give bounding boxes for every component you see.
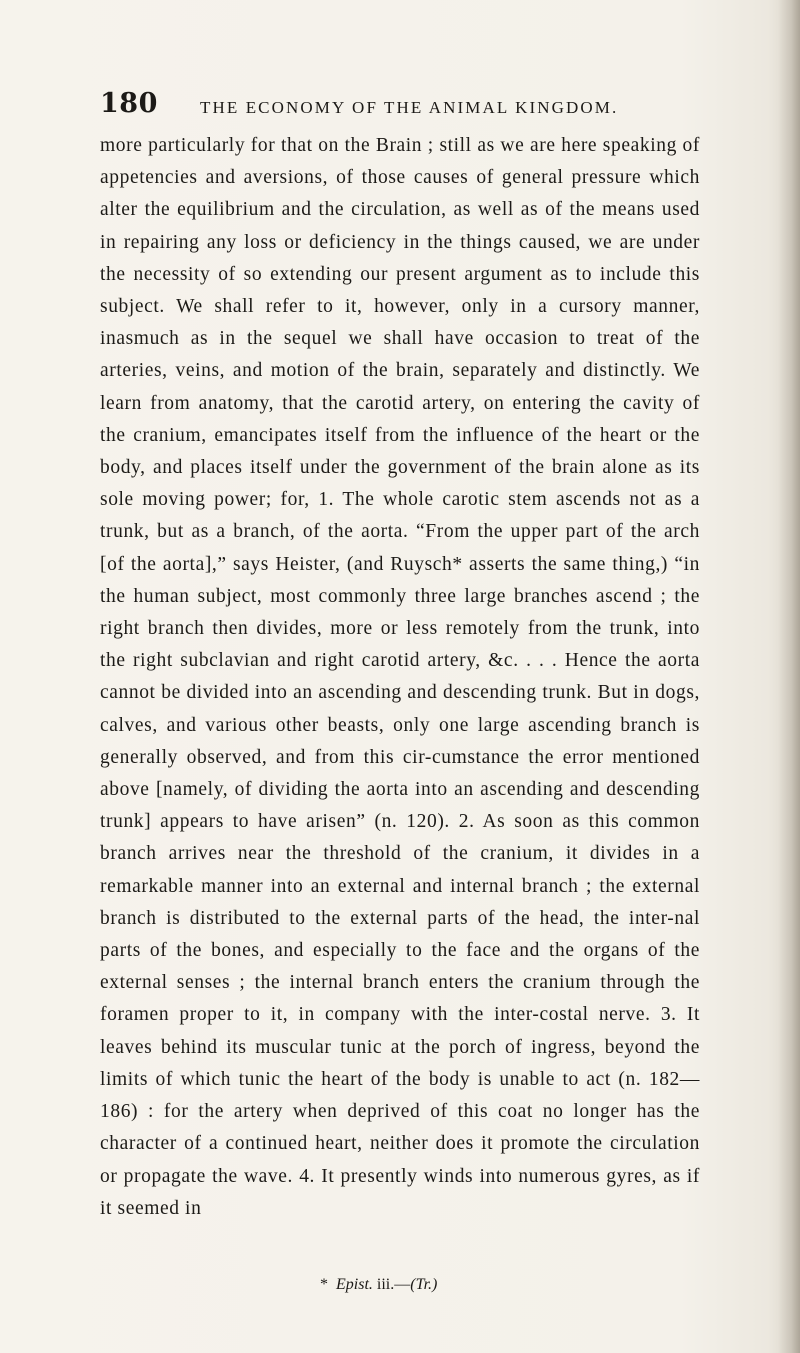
footnote-mark: *: [320, 1276, 328, 1293]
page-header: [100, 88, 700, 122]
page-number: 180: [100, 88, 158, 119]
body-paragraph: more particularly for that on the Brain ; still as we are here speaking of appetencies and aversions, of those causes of general pressure which alter the equilibrium and the circulation, as well as of the means used in repairing any loss or deficiency in the things caused, we are under the necessity of so extending our present argument as to include this subject. We shall refer to it, however, only in a cursory manner, inasmuch as in the sequel we shall have occasion to treat of the arteries, veins, and motion of the brain, separately and distinctly. We learn from anatomy, that the carotid artery, on entering the cavity of the cranium, emancipates itself from the influence of the heart or the body, and places itself under the government of the brain alone as its sole moving power; for, 1. The whole carotic stem ascends not as a trunk, but as a branch, of the aorta. “From the upper part of the arch [of the aorta],” says Heister, (and Ruysch* asserts the same thing,) “in the human subject, most commonly three large branches ascend ; the right branch then divides, more or less remotely from the trunk, into the right subclavian and right carotid artery, &c. . . . Hence the aorta cannot be divided into an ascending and descending trunk. But in dogs, calves, and various other beasts, only one large ascending branch is generally observed, and from this cir-cumstance the error mentioned above [namely, of dividing the aorta into an ascending and descending trunk] appears to have arisen” (n. 120). 2. As soon as this common branch arrives near the threshold of the cranium, it divides in a remarkable manner into an external and internal branch ; the external branch is distributed to the external parts of the head, the inter-nal parts of the bones, and especially to the face and the organs of the external senses ; the internal branch enters the cranium through the foramen proper to it, in company with the inter-costal nerve. 3. It leaves behind its muscular tunic at the porch of ingress, beyond the limits of which tunic the heart of the body is unable to act (n. 182—186) : for the artery when deprived of this coat no longer has the character of a continued heart, neither does it promote the circulation or propagate the wave. 4. It presently winds into numerous gyres, as if it seemed in: [100, 135, 700, 1219]
footnote: [320, 1276, 620, 1294]
running-head: THE ECONOMY OF THE ANIMAL KINGDOM.: [200, 98, 619, 117]
page-edge-shadow: [778, 0, 800, 1353]
footnote-source: Epist.: [336, 1276, 373, 1293]
footnote-translator: (Tr.): [410, 1276, 438, 1293]
footnote-reference: iii.—: [376, 1276, 411, 1293]
